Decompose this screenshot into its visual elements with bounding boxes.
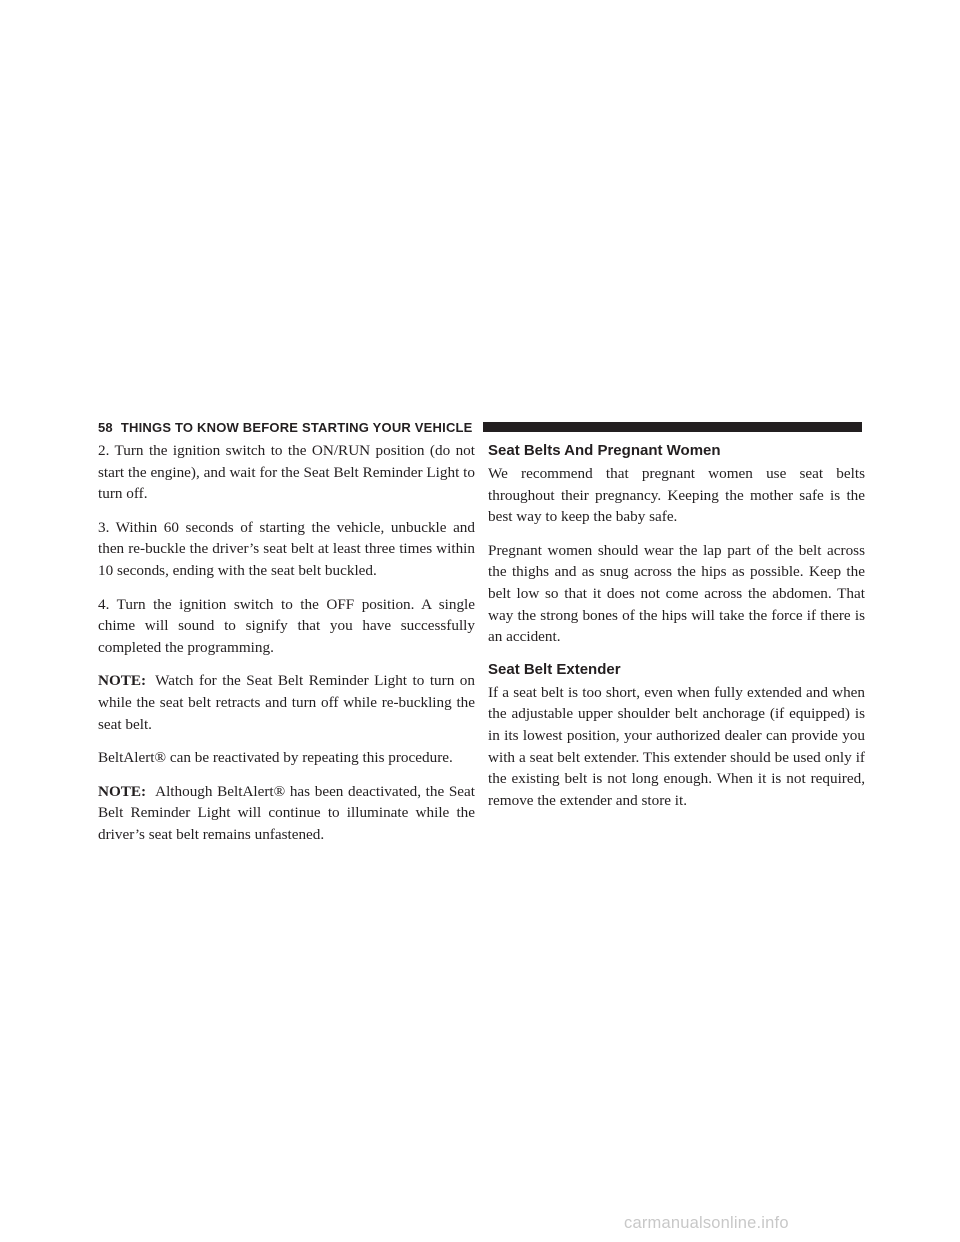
header-rule: [483, 422, 862, 432]
left-column: [98, 440, 475, 858]
pregnancy-paragraph-2: Pregnant women should wear the lap part of the belt across the thighs and as snug across the hips as possible. Keep the belt low so that it does not come across the abdomen. That way the strong bones of the hips will take the force if there is an accident.: [488, 541, 865, 646]
section-heading-pregnant-women: Seat Belts And Pregnant Women: [488, 442, 721, 459]
reactivate-paragraph: BeltAlert® can be reactivated by repeating this procedure.: [98, 749, 453, 767]
pregnancy-paragraph-1: We recommend that pregnant women use seat belts throughout their pregnancy. Keeping the mother safe is the best way to keep the baby safe.: [488, 465, 865, 526]
chapter-title: THINGS TO KNOW BEFORE STARTING YOUR VEHICLE: [120, 419, 473, 435]
note-text: Although BeltAlert® has been deactivated, the Seat Belt Reminder Light will continue to illuminate while the driver’s seat belt remains unfastened.: [98, 782, 475, 843]
step-4-paragraph: 4. Turn the ignition switch to the OFF position. A single chime will sound to signify that you have successfully completed the programming.: [98, 595, 475, 656]
site-watermark: carmanualsonline.info: [624, 1214, 789, 1232]
right-column: [488, 440, 865, 823]
section-heading-belt-extender: Seat Belt Extender: [488, 660, 621, 678]
step-3-paragraph: 3. Within 60 seconds of starting the vehicle, unbuckle and then re-buckle the driver’s seat belt at least three times within 10 seconds, ending with the seat belt buckled.: [98, 518, 475, 579]
page-number: 58: [98, 419, 113, 435]
step-2-paragraph: 2. Turn the ignition switch to the ON/RUN position (do not start the engine), and wait for the Seat Belt Reminder Light to turn off.: [98, 442, 475, 503]
note-paragraph-2: [98, 781, 475, 846]
note-paragraph-1: [98, 670, 475, 735]
note-label: NOTE:: [98, 672, 147, 690]
page-header: [98, 418, 862, 436]
note-label: NOTE:: [98, 782, 147, 800]
note-text: Watch for the Seat Belt Reminder Light to turn on while the seat belt retracts and turn off while re-buckling the seat belt.: [98, 672, 475, 733]
extender-paragraph: If a seat belt is too short, even when fully extended and when the adjustable upper shoulder belt anchorage (if equipped) is in its lowest position, your authorized dealer can provide you with a seat belt extender. This extender should be used only if the existing belt is not long enough. When it is not required, remove the extender and store it.: [488, 683, 865, 809]
